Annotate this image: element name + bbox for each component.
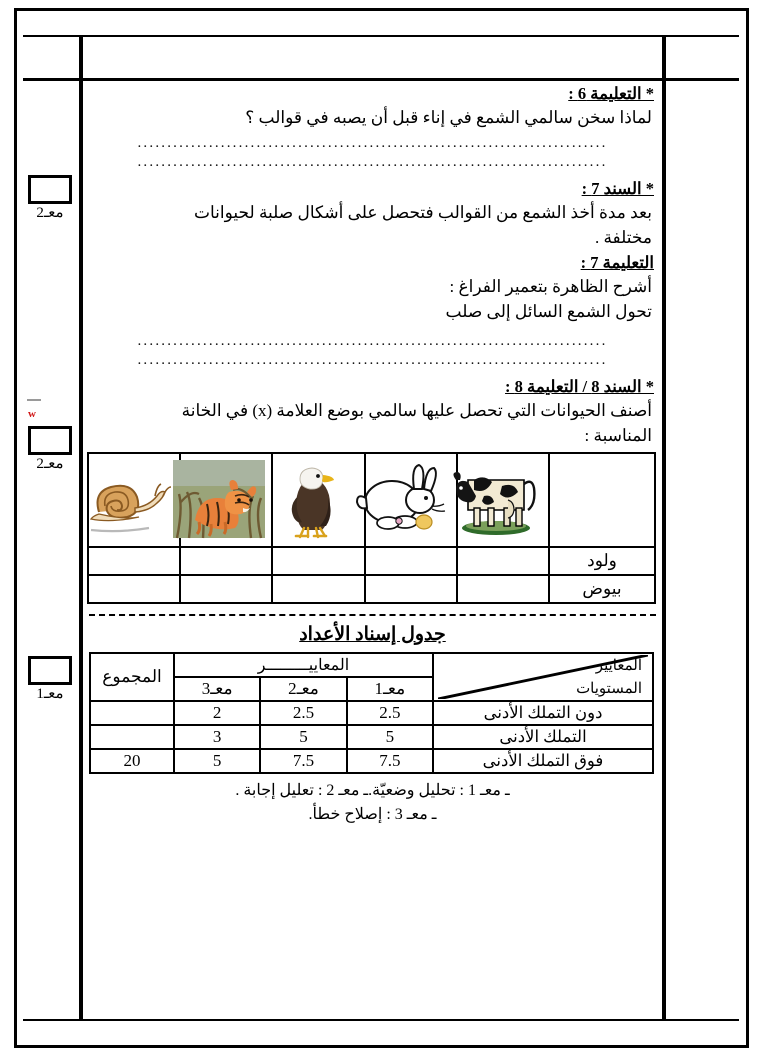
animal-cell-cow [457, 453, 549, 547]
instruction-8-body-line-1: أصنف الحيوانات التي تحصل عليها سالمي بوضع العلامة (x) في الخانة [181, 401, 652, 420]
score-margin-body [23, 81, 79, 1019]
score-slot-3 [27, 656, 73, 703]
checkbox-cell-snail-egg[interactable] [88, 575, 180, 603]
grading-table-title-text: جدول إسناد الأعداد [299, 624, 446, 645]
score-above-minimum-c2: 7.5 [260, 749, 346, 773]
support-instruction-8-heading-text: * السند 8 / التعليمة 8 : [505, 377, 654, 396]
animals-table-wrapper [83, 452, 662, 604]
grading-table-wrapper [83, 652, 662, 774]
footnote-2: ـ معـ 3 : إصلاح خطأ. [308, 806, 437, 823]
score-margin-header-cell [23, 37, 79, 81]
animals-corner-cell [549, 453, 655, 547]
row-label-egg-laying: بيوض [549, 575, 655, 603]
diagonal-criteria-label: المعايير [595, 658, 642, 674]
row-label-live-birth: ولود [549, 547, 655, 575]
instruction-7-body-line-2: تحول الشمع السائل إلى صلب [445, 302, 652, 321]
checkbox-cell-cow-live[interactable] [457, 547, 549, 575]
footnote-1: ـ معـ 1 : تحليل وضعيّة.ـ معـ 2 : تعليل إجابة . [235, 782, 510, 799]
answer-line-6-2[interactable]: ............................................................................... [137, 154, 608, 170]
grading-header-row-1 [90, 653, 653, 677]
score-minimum-c3: 3 [174, 725, 260, 749]
instruction-7-heading [83, 250, 662, 274]
level-label-below-minimum: دون التملك الأدنى [433, 701, 653, 725]
checkbox-cell-rabbit-egg[interactable] [365, 575, 457, 603]
instruction-8-body-line-2: المناسبة : [584, 426, 652, 445]
checkbox-cell-tiger-egg[interactable] [180, 575, 272, 603]
diagonal-split-cell [438, 655, 648, 699]
animals-row-live-birth [88, 547, 655, 575]
score-minimum-sum [90, 725, 174, 749]
checkbox-cell-cow-egg[interactable] [457, 575, 549, 603]
checkbox-cell-tiger-live[interactable] [180, 547, 272, 575]
score-above-minimum-sum: 20 [90, 749, 174, 773]
main-body-cell [83, 81, 662, 1019]
animal-cell-snail [88, 453, 180, 547]
score-minimum-c2: 5 [260, 725, 346, 749]
snail-icon [89, 456, 179, 544]
score-above-minimum-c1: 7.5 [347, 749, 433, 773]
criteria-group-header-text: المعاييـــــــــر [257, 657, 350, 674]
grading-row-below-minimum [90, 701, 653, 725]
left-margin-header-cell [666, 37, 739, 81]
stray-dash-mark [27, 399, 41, 401]
criterion-header-2: معـ2 [260, 677, 346, 701]
score-box-3[interactable] [28, 656, 72, 685]
level-label-above-minimum: فوق التملك الأدنى [433, 749, 653, 773]
worksheet-grid [23, 35, 739, 1021]
stray-red-mark: w [28, 408, 36, 420]
animal-cell-rabbit [365, 453, 457, 547]
score-below-minimum-sum [90, 701, 174, 725]
checkbox-cell-eagle-live[interactable] [272, 547, 364, 575]
score-below-minimum-c3: 2 [174, 701, 260, 725]
support-7-body-line-1: بعد مدة أخذ الشمع من القوالب فتحصل على أشكال صلبة لحيوانات [193, 203, 652, 222]
animals-row-egg-laying [88, 575, 655, 603]
answer-line-6-1[interactable]: ............................................................................... [137, 135, 608, 151]
grading-table [89, 652, 654, 774]
grading-row-above-minimum [90, 749, 653, 773]
exercise-content [83, 81, 662, 1019]
support-7-body-line-2: مختلفة . [594, 228, 652, 247]
diagonal-levels-label: المستويات [576, 681, 642, 697]
score-below-minimum-c2: 2.5 [260, 701, 346, 725]
checkbox-cell-snail-live[interactable] [88, 547, 180, 575]
answer-line-7-2[interactable]: ............................................................................... [137, 352, 608, 368]
support-7-heading-text: * السند 7 : [581, 179, 654, 198]
page-frame [14, 8, 749, 1048]
checkbox-cell-rabbit-live[interactable] [365, 547, 457, 575]
score-label-3: معـ1 [36, 686, 64, 702]
support-7-heading [83, 176, 662, 200]
instruction-6-body: لماذا سخن سالمي الشمع في إناء قبل أن يصبه في قوالب ؟ [245, 108, 652, 127]
score-box-1[interactable] [28, 175, 72, 204]
criterion-header-3: معـ3 [174, 677, 260, 701]
eagle-icon [273, 456, 363, 544]
answer-line-7-1[interactable]: ............................................................................... [137, 333, 608, 349]
section-divider [89, 614, 656, 616]
rabbit-icon [366, 456, 456, 544]
grading-row-minimum [90, 725, 653, 749]
instruction-6-heading-text: * التعليمة 6 : [568, 84, 654, 103]
checkbox-cell-eagle-egg[interactable] [272, 575, 364, 603]
animal-cell-eagle [272, 453, 364, 547]
instruction-7-heading-text: التعليمة 7 : [580, 253, 654, 272]
level-label-minimum: التملك الأدنى [433, 725, 653, 749]
main-content-column [81, 35, 664, 1021]
score-slot-1 [27, 175, 73, 222]
sum-column-header: المجموع [90, 653, 174, 701]
criterion-header-1: معـ1 [347, 677, 433, 701]
score-margin-column [23, 35, 81, 1021]
left-margin-body [666, 81, 739, 1019]
criteria-group-header [174, 653, 433, 677]
support-instruction-8-heading [83, 374, 662, 398]
left-margin-column [664, 35, 739, 1021]
animals-picture-row [88, 453, 655, 547]
animals-classification-table [87, 452, 656, 604]
tiger-icon [181, 456, 271, 544]
score-slot-2 [27, 426, 73, 473]
spacer [83, 324, 662, 332]
instruction-6-heading [83, 81, 662, 105]
score-box-2[interactable] [28, 426, 72, 455]
score-above-minimum-c3: 5 [174, 749, 260, 773]
score-label-2: معـ2 [36, 456, 64, 472]
animal-cell-tiger [180, 453, 272, 547]
score-label-1: معـ2 [36, 205, 64, 221]
grading-table-title [83, 619, 662, 652]
instruction-7-body-line-1: أشرح الظاهرة بتعمير الفراغ : [449, 277, 652, 296]
score-below-minimum-c1: 2.5 [347, 701, 433, 725]
cow-icon [458, 456, 548, 544]
main-header-cell [83, 37, 662, 81]
score-minimum-c1: 5 [347, 725, 433, 749]
criteria-levels-diagonal-header [433, 653, 653, 701]
